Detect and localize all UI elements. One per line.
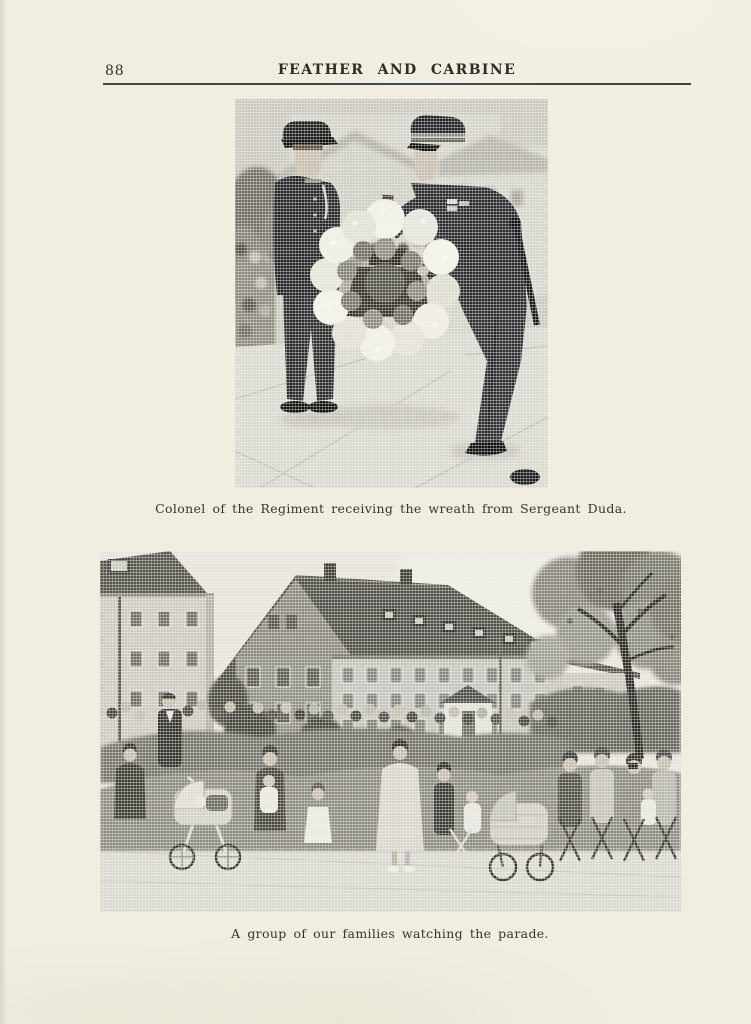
page-number: 88 bbox=[105, 63, 125, 79]
running-title: FEATHER AND CARBINE bbox=[277, 62, 517, 78]
header-rule bbox=[103, 83, 691, 85]
figure-caption-wreath: Colonel of the Regiment receiving the wreath from Sergeant Duda. bbox=[155, 501, 627, 516]
figure-caption-families: A group of our families watching the parade. bbox=[231, 926, 549, 941]
flagpole bbox=[499, 637, 502, 741]
families-parade-photo bbox=[100, 551, 681, 912]
wreath-photo-art bbox=[235, 99, 548, 488]
families-photo-art bbox=[100, 551, 681, 912]
wreath-ceremony-photo bbox=[235, 99, 548, 488]
